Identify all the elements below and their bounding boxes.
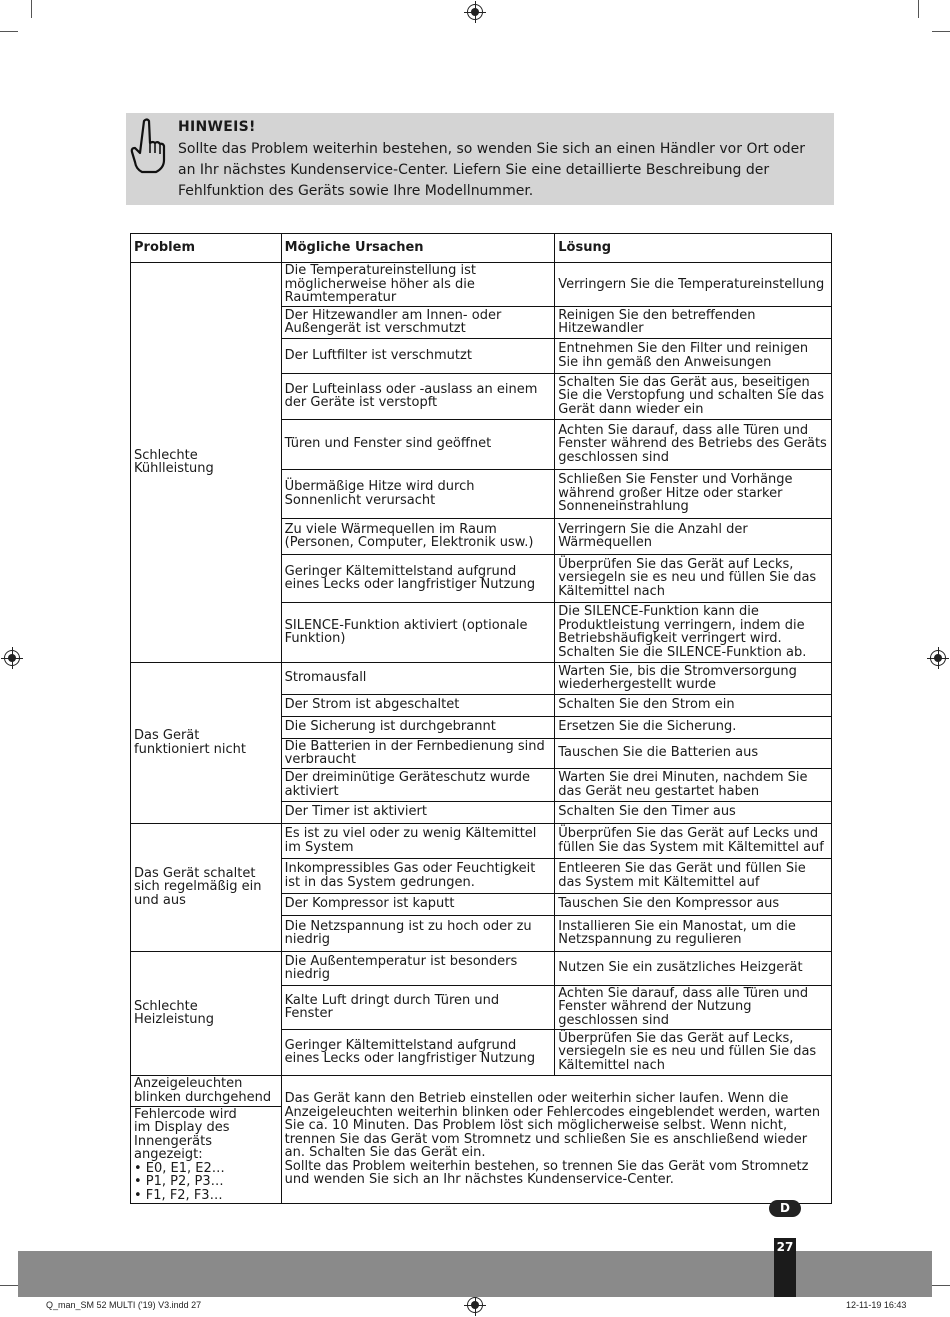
language-badge: D xyxy=(769,1200,801,1217)
registration-mark-icon xyxy=(930,650,946,666)
solution-text: Sollte das Problem weiterhin bestehen, so trennen Sie das Gerät vom Stromnetz und wenden Sie sich an Ihr nächstes Kundenservice-Center. xyxy=(284,1158,809,1187)
table-row xyxy=(131,263,832,307)
table-row xyxy=(131,951,832,985)
cause-cell: Die Batterien in der Fernbedienung sind verbraucht xyxy=(281,738,555,768)
cause-cell: Kalte Luft dringt durch Türen und Fenster xyxy=(281,985,555,1029)
problem-cell xyxy=(131,1106,282,1204)
cause-cell: Der Timer ist aktiviert xyxy=(281,801,555,823)
registration-mark-icon xyxy=(467,1297,483,1313)
cause-cell: Übermäßige Hitze wird durch Sonnenlicht verursacht xyxy=(281,469,555,518)
cause-cell: Inkompressibles Gas oder Feuchtigkeit ist in das System gedrungen. xyxy=(281,858,555,893)
cause-cell: Die Sicherung ist durchgebrannt xyxy=(281,716,555,738)
cause-cell: Türen und Fenster sind geöffnet xyxy=(281,419,555,469)
note-title: HINWEIS! xyxy=(178,119,256,135)
problem-cell: Anzeigeleuchten blinken durchgehend xyxy=(131,1075,282,1106)
problem-cell: Das Gerät funktioniert nicht xyxy=(131,662,282,823)
header-cause: Mögliche Ursachen xyxy=(281,234,555,263)
solution-cell: Verringern Sie die Anzahl der Wärmequellen xyxy=(555,518,832,554)
table-header-row xyxy=(131,234,832,263)
note-text: Sollte das Problem weiterhin bestehen, so wenden Sie sich an einen Händler vor Ort oder an Ihr nächstes Kundenservice-Center. Liefern Sie eine detaillierte Beschreibung der Fehlfunktion des Geräts sowie Ihre Modellnummer. xyxy=(178,141,805,199)
solution-cell: Entnehmen Sie den Filter und reinigen Sie ihn gemäß den Anweisungen xyxy=(555,338,832,373)
cause-cell: Der Luftfilter ist verschmutzt xyxy=(281,338,555,373)
solution-cell: Tauschen Sie den Kompressor aus xyxy=(555,893,832,915)
registration-mark-icon xyxy=(4,650,20,666)
cause-cell: Es ist zu viel oder zu wenig Kältemittel im System xyxy=(281,823,555,858)
solution-cell: Warten Sie, bis die Stromversorgung wiederhergestellt wurde xyxy=(555,662,832,694)
solution-cell: Die SILENCE-Funktion kann die Produktleistung verringern, indem die Betriebshäufigkeit verringert wird. Schalten Sie die SILENCE-Funktion ab. xyxy=(555,602,832,662)
cause-cell: Geringer Kältemittelstand aufgrund eines Lecks oder langfristiger Nutzung xyxy=(281,554,555,602)
crop-mark xyxy=(932,1285,950,1286)
cause-cell: Der Strom ist abgeschaltet xyxy=(281,694,555,716)
page-number: 27 xyxy=(774,1238,796,1297)
cause-cell: Zu viele Wärmequellen im Raum (Personen, Computer, Elektronik usw.) xyxy=(281,518,555,554)
solution-cell: Achten Sie darauf, dass alle Türen und Fenster während der Nutzung geschlossen sind xyxy=(555,985,832,1029)
cause-cell: SILENCE-Funktion aktiviert (optionale Funktion) xyxy=(281,602,555,662)
cause-cell: Geringer Kältemittelstand aufgrund eines Lecks oder langfristiger Nutzung xyxy=(281,1029,555,1075)
slug-file: Q_man_SM 52 MULTI ('19) V3.indd 27 xyxy=(46,1300,202,1310)
crop-mark xyxy=(0,31,18,32)
solution-cell: Tauschen Sie die Batterien aus xyxy=(555,738,832,768)
crop-mark xyxy=(0,1285,18,1286)
solution-cell xyxy=(281,1075,831,1204)
solution-cell: Schalten Sie den Timer aus xyxy=(555,801,832,823)
solution-cell: Überprüfen Sie das Gerät auf Lecks, versiegeln sie es neu und füllen Sie das Kältemittel nach xyxy=(555,554,832,602)
troubleshooting-table xyxy=(130,233,832,1204)
solution-cell: Schließen Sie Fenster und Vorhänge während großer Hitze oder starker Sonneneinstrahlung xyxy=(555,469,832,518)
problem-line: Innengeräts angezeigt: xyxy=(134,1133,212,1162)
problem-cell: Schlechte Kühlleistung xyxy=(131,263,282,663)
cause-cell: Stromausfall xyxy=(281,662,555,694)
problem-line: • F1, F2, F3… xyxy=(134,1187,223,1203)
note-box xyxy=(126,113,834,205)
solution-cell: Nutzen Sie ein zusätzliches Heizgerät xyxy=(555,951,832,985)
solution-cell: Überprüfen Sie das Gerät auf Lecks und füllen Sie das System mit Kältemittel auf xyxy=(555,823,832,858)
cause-cell: Die Temperatureinstellung ist möglicherweise höher als die Raumtemperatur xyxy=(281,263,555,307)
header-problem: Problem xyxy=(131,234,282,263)
cause-cell: Die Außentemperatur ist besonders niedrig xyxy=(281,951,555,985)
crop-mark xyxy=(932,31,950,32)
cause-cell: Der dreiminütige Geräteschutz wurde aktiviert xyxy=(281,768,555,801)
problem-line: • E0, E1, E2… xyxy=(134,1160,225,1176)
problem-line: Fehlercode wird xyxy=(134,1106,237,1122)
solution-cell: Schalten Sie das Gerät aus, beseitigen Sie die Verstopfung und schalten Sie das Gerät dann wieder ein xyxy=(555,373,832,419)
cause-cell: Die Netzspannung ist zu hoch oder zu niedrig xyxy=(281,915,555,951)
crop-mark xyxy=(918,0,919,18)
solution-cell: Verringern Sie die Temperatureinstellung xyxy=(555,263,832,307)
registration-mark-icon xyxy=(467,4,483,20)
table-row xyxy=(131,823,832,858)
pointing-hand-icon xyxy=(130,117,166,177)
problem-cell: Schlechte Heizleistung xyxy=(131,951,282,1075)
solution-cell: Schalten Sie den Strom ein xyxy=(555,694,832,716)
problem-line: • P1, P2, P3… xyxy=(134,1174,224,1189)
cause-cell: Der Lufteinlass oder -auslass an einem der Geräte ist verstopft xyxy=(281,373,555,419)
problem-cell: Das Gerät schaltet sich regelmäßig ein und aus xyxy=(131,823,282,951)
solution-cell: Überprüfen Sie das Gerät auf Lecks, versiegeln sie es neu und füllen Sie das Kältemittel nach xyxy=(555,1029,832,1075)
solution-cell: Entleeren Sie das Gerät und füllen Sie das System mit Kältemittel auf xyxy=(555,858,832,893)
problem-line: im Display des xyxy=(134,1120,230,1135)
cause-cell: Der Kompressor ist kaputt xyxy=(281,893,555,915)
solution-cell: Installieren Sie ein Manostat, um die Netzspannung zu regulieren xyxy=(555,915,832,951)
solution-cell: Reinigen Sie den betreffenden Hitzewandler xyxy=(555,306,832,338)
cause-cell: Der Hitzewandler am Innen- oder Außengerät ist verschmutzt xyxy=(281,306,555,338)
table-row xyxy=(131,662,832,694)
crop-mark xyxy=(31,0,32,18)
solution-cell: Achten Sie darauf, dass alle Türen und Fenster während des Betriebs des Geräts geschlossen sind xyxy=(555,419,832,469)
solution-cell: Warten Sie drei Minuten, nachdem Sie das Gerät neu gestartet haben xyxy=(555,768,832,801)
solution-text: Das Gerät kann den Betrieb einstellen oder weiterhin sicher laufen. Wenn die Anzeigeleuchten weiterhin blinken oder Fehlercodes eingeblendet werden, warten Sie ca. 10 Minuten. Das Problem löst sich möglicherweise selbst. Wenn nicht, trennen Sie das Gerät vom Stromnetz und schließen Sie es anschließend wieder an. Schalten Sie das Gerät ein. xyxy=(284,1091,821,1160)
solution-cell: Ersetzen Sie die Sicherung. xyxy=(555,716,832,738)
slug-date: 12-11-19 16:43 xyxy=(846,1300,907,1310)
header-solution: Lösung xyxy=(555,234,832,263)
table-row xyxy=(131,1075,832,1106)
